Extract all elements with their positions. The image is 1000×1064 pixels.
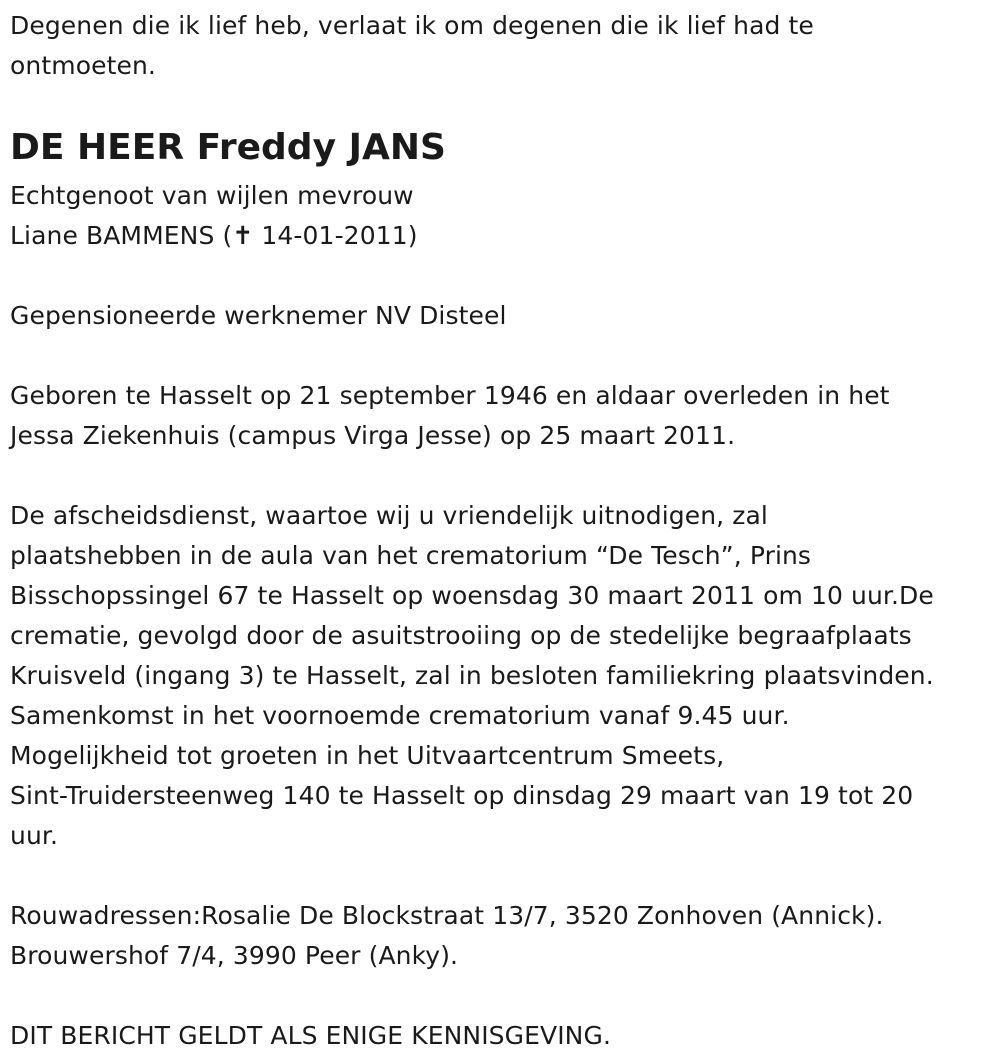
- ceremony-line: Sint-Truidersteenweg 140 te Hasselt op dinsdag 29 maart van 19 tot 20: [10, 781, 914, 810]
- motto-line: ontmoeten.: [10, 51, 156, 80]
- deceased-name: DE HEER Freddy JANS: [10, 127, 446, 168]
- motto: [10, 6, 990, 86]
- ceremony-line: plaatshebben in de aula van het crematorium “De Tesch”, Prins: [10, 541, 812, 570]
- spacer: [10, 976, 990, 1016]
- motto-line: Degenen die ik lief heb, verlaat ik om degenen die ik lief had te: [10, 11, 814, 40]
- mourning-addresses: [10, 896, 990, 976]
- address-line: Rouwadressen:Rosalie De Blockstraat 13/7, 3520 Zonhoven (Annick).: [10, 901, 884, 930]
- spouse-line: Echtgenoot van wijlen mevrouw: [10, 181, 414, 210]
- occupation: Gepensioneerde werknemer NV Disteel: [10, 301, 507, 330]
- obituary-text: [10, 6, 990, 1056]
- ceremony-line: Kruisveld (ingang 3) te Hasselt, zal in besloten familiekring plaatsvinden.: [10, 661, 934, 690]
- ceremony-line: crematie, gevolgd door de asuitstrooiing op de stedelijke begraafplaats: [10, 621, 912, 650]
- spacer: [10, 336, 990, 376]
- birth-death-line: Jessa Ziekenhuis (campus Virga Jesse) op 25 maart 2011.: [10, 421, 736, 450]
- spouse-line: Liane BAMMENS (✝ 14-01-2011): [10, 221, 418, 250]
- ceremony-line: Mogelijkheid tot groeten in het Uitvaartcentrum Smeets,: [10, 741, 725, 770]
- ceremony-line: uur.: [10, 821, 59, 850]
- ceremony-info: [10, 496, 990, 856]
- spacer: [10, 256, 990, 296]
- notice: DIT BERICHT GELDT ALS ENIGE KENNISGEVING.: [10, 1021, 611, 1050]
- ceremony-line: Samenkomst in het voornoemde crematorium vanaf 9.45 uur.: [10, 701, 790, 730]
- spacer: [10, 856, 990, 896]
- address-line: Brouwershof 7/4, 3990 Peer (Anky).: [10, 941, 459, 970]
- spacer: [10, 456, 990, 496]
- birth-death-info: [10, 376, 990, 456]
- spouse-info: [10, 176, 990, 256]
- ceremony-line: De afscheidsdienst, waartoe wij u vriendelijk uitnodigen, zal: [10, 501, 768, 530]
- birth-death-line: Geboren te Hasselt op 21 september 1946 en aldaar overleden in het: [10, 381, 890, 410]
- ceremony-line: Bisschopssingel 67 te Hasselt op woensdag 30 maart 2011 om 10 uur.De: [10, 581, 934, 610]
